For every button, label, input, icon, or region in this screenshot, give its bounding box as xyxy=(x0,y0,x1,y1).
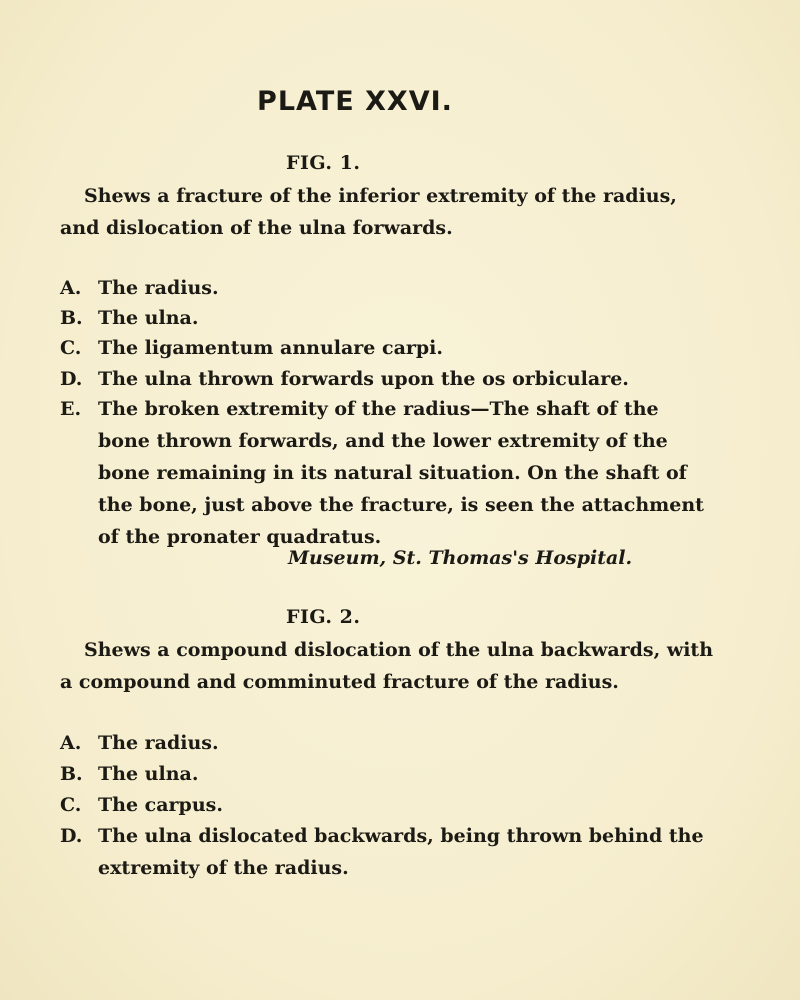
fig-1-source: Museum, St. Thomas's Hospital. xyxy=(288,547,633,569)
legend-text xyxy=(98,758,658,790)
legend-text xyxy=(98,393,704,553)
legend-letter: E. xyxy=(60,398,82,420)
legend-letter: D. xyxy=(60,368,83,390)
legend-line: The carpus. xyxy=(98,794,223,816)
fig-2-caption-line: Shews a compound dislocation of the ulna backwards, with xyxy=(84,639,714,661)
legend-line: extremity of the radius. xyxy=(98,857,349,879)
legend-line: of the pronater quadratus. xyxy=(98,526,382,548)
legend-line: the bone, just above the fracture, is seen the attachment xyxy=(98,494,704,516)
fig-2-heading: FIG. 2. xyxy=(286,606,361,628)
legend-text xyxy=(98,789,658,821)
fig-1-heading: FIG. 1. xyxy=(286,152,361,174)
fig-1-caption xyxy=(60,180,677,244)
legend-letter: C. xyxy=(60,794,82,816)
plate-title: PLATE XXVI. xyxy=(257,86,453,117)
legend-line: bone thrown forwards, and the lower extremity of the xyxy=(98,430,668,452)
legend-letter: D. xyxy=(60,825,83,847)
legend-text xyxy=(98,820,704,884)
legend-line: The ulna. xyxy=(98,307,199,329)
legend-line: The broken extremity of the radius—The shaft of the xyxy=(98,398,659,420)
legend-line: The ulna thrown forwards upon the os orbiculare. xyxy=(98,368,629,390)
legend-text xyxy=(98,727,658,759)
legend-letter: C. xyxy=(60,337,82,359)
legend-line: The ulna. xyxy=(98,763,199,785)
legend-text xyxy=(98,272,658,304)
fig-2-caption-line: a compound and comminuted fracture of the radius. xyxy=(60,671,619,693)
fig-2-caption xyxy=(60,634,714,698)
legend-text xyxy=(98,332,658,364)
legend-line: The ligamentum annulare carpi. xyxy=(98,337,444,359)
legend-line: The ulna dislocated backwards, being thrown behind the xyxy=(98,825,704,847)
legend-letter: B. xyxy=(60,307,83,329)
fig-1-caption-line: Shews a fracture of the inferior extremity of the radius, xyxy=(84,185,677,207)
legend-letter: A. xyxy=(60,277,82,299)
legend-line: The radius. xyxy=(98,277,219,299)
legend-line: bone remaining in its natural situation. On the shaft of xyxy=(98,462,687,484)
legend-line: The radius. xyxy=(98,732,219,754)
legend-text xyxy=(98,302,658,334)
legend-letter: B. xyxy=(60,763,83,785)
legend-text xyxy=(98,363,658,395)
fig-1-caption-line: and dislocation of the ulna forwards. xyxy=(60,217,453,239)
legend-letter: A. xyxy=(60,732,82,754)
